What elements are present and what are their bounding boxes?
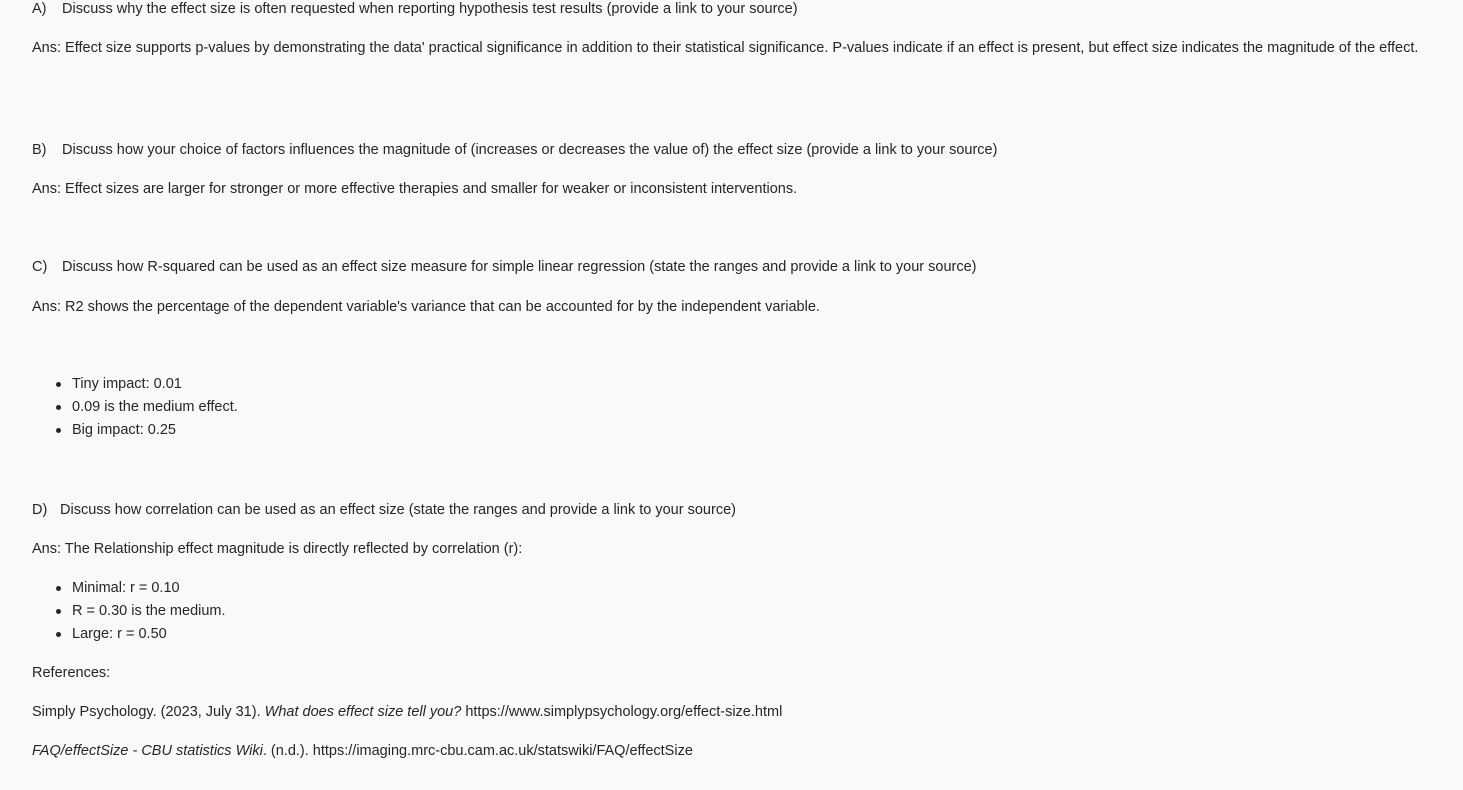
question-c-letter: C)	[32, 259, 48, 275]
reference-1-prefix: Simply Psychology. (2023, July 31).	[32, 704, 265, 720]
question-b	[32, 142, 1449, 158]
bullet-icon	[56, 586, 61, 591]
reference-1-title: What does effect size tell you?	[264, 704, 462, 720]
question-a	[32, 1, 1449, 17]
bullet-icon	[56, 609, 61, 614]
list-item: Tiny impact: 0.01	[32, 373, 238, 396]
answer-c: Ans: R2 shows the percentage of the dependent variable's variance that can be accounted for by the independent variable.	[32, 299, 820, 315]
reference-2	[32, 743, 1449, 759]
question-b-letter: B)	[32, 142, 47, 158]
reference-2-title: FAQ/effectSize - CBU statistics Wiki	[32, 743, 263, 759]
list-item: Large: r = 0.50	[32, 623, 226, 646]
bullet-icon	[56, 632, 61, 637]
list-item: 0.09 is the medium effect.	[32, 396, 238, 419]
bullet-icon	[56, 428, 61, 433]
answer-a: Ans: Effect size supports p-values by demonstrating the data' practical significance in addition to their statistical significance. P-values indicate if an effect is present, but effect size indicates the magnitude of the effect.	[32, 40, 1419, 56]
question-c	[32, 259, 1449, 275]
list-item: Minimal: r = 0.10	[32, 577, 226, 600]
question-d-letter: D)	[32, 502, 48, 518]
reference-2-url[interactable]: . (n.d.). https://imaging.mrc-cbu.cam.ac.uk/statswiki/FAQ/effectSize	[262, 743, 693, 759]
question-d-text: Discuss how correlation can be used as an effect size (state the ranges and provide a link to your source)	[60, 502, 736, 518]
list-item: Big impact: 0.25	[32, 419, 238, 442]
reference-1	[32, 704, 1449, 720]
list-item: R = 0.30 is the medium.	[32, 600, 226, 623]
r-squared-ranges-list	[32, 373, 238, 442]
answer-b: Ans: Effect sizes are larger for stronger or more effective therapies and smaller for weaker or inconsistent interventions.	[32, 181, 798, 197]
references-heading: References:	[32, 665, 111, 681]
question-c-text: Discuss how R-squared can be used as an effect size measure for simple linear regression (state the ranges and provide a link to your source)	[62, 259, 977, 275]
reference-1-url[interactable]: https://www.simplypsychology.org/effect-size.html	[461, 704, 783, 720]
bullet-icon	[56, 382, 61, 387]
question-b-text: Discuss how your choice of factors influences the magnitude of (increases or decreases the value of) the effect size (provide a link to your source)	[62, 142, 998, 158]
bullet-icon	[56, 405, 61, 410]
answer-d: Ans: The Relationship effect magnitude is directly reflected by correlation (r):	[32, 541, 523, 557]
correlation-ranges-list	[32, 577, 226, 646]
question-d	[32, 502, 1449, 518]
question-a-text: Discuss why the effect size is often requested when reporting hypothesis test results (provide a link to your source)	[62, 1, 798, 17]
question-a-letter: A)	[32, 1, 47, 17]
